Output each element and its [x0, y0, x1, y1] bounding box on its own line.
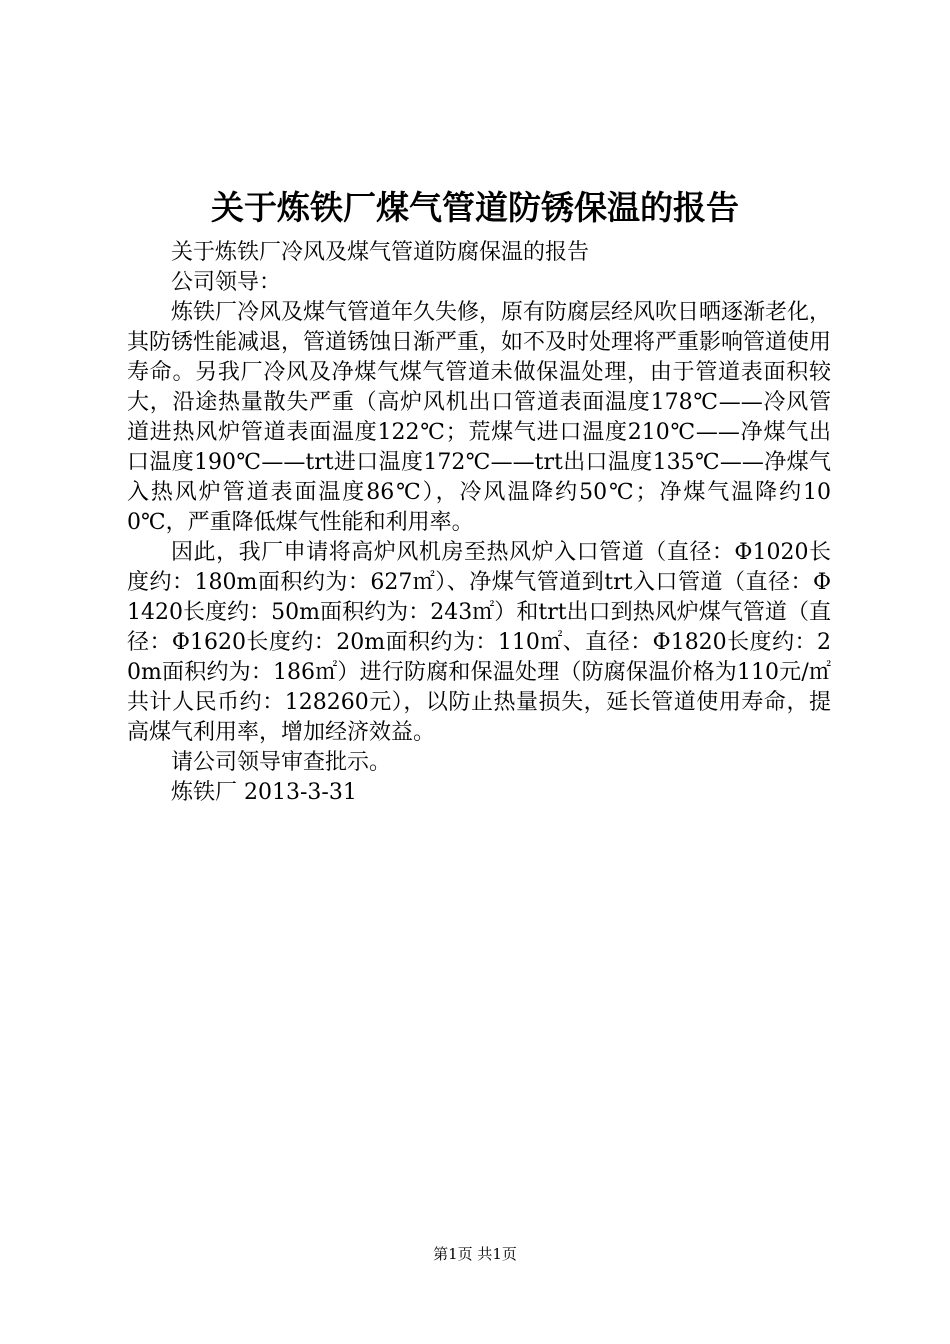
salutation-paragraph: 公司领导： [171, 270, 282, 295]
document-title: 关于炼铁厂煤气管道防锈保温的报告 [211, 188, 739, 227]
closing-paragraph: 请公司领导审查批示。 [171, 750, 392, 775]
document-body [127, 238, 831, 808]
body-paragraph-situation: 炼铁厂冷风及煤气管道年久失修，原有防腐层经风吹日晒逐渐老化，其防锈性能减退，管道锈蚀日渐严重，如不及时处理将严重影响管道使用寿命。另我厂冷风及净煤气煤气管道未做保温处理，由于管道表面积较大，沿途热量散失严重（高炉风机出口管道表面温度178℃——冷风管道进热风炉管道表面温度122℃；荒煤气进口温度210℃——净煤气出口温度190℃——trt进口温度172℃——trt出口温度135℃——净煤气入热风炉管道表面温度86℃），冷风温降约50℃；净煤气温降约100℃，严重降低煤气性能和利用率。 [127, 300, 832, 535]
subtitle-paragraph: 关于炼铁厂冷风及煤气管道防腐保温的报告 [171, 240, 590, 265]
signature-paragraph: 炼铁厂 2013-3-31 [171, 780, 357, 805]
page-footer: 第1页 共1页 [433, 1245, 517, 1263]
body-paragraph-request: 因此，我厂申请将高炉风机房至热风炉入口管道（直径：Φ1020长度约：180m面积约为：627㎡）、净煤气管道到trt入口管道（直径：Φ1420长度约：50m面积约为：243㎡）和trt出口到热风炉煤气管道（直径：Φ1620长度约：20m面积约为：110㎡、直径：Φ1820长度约：20m面积约为：186㎡）进行防腐和保温处理（防腐保温价格为110元/㎡共计人民币约：128260元），以防止热量损失，延长管道使用寿命，提高煤气利用率，增加经济效益。 [127, 540, 831, 745]
